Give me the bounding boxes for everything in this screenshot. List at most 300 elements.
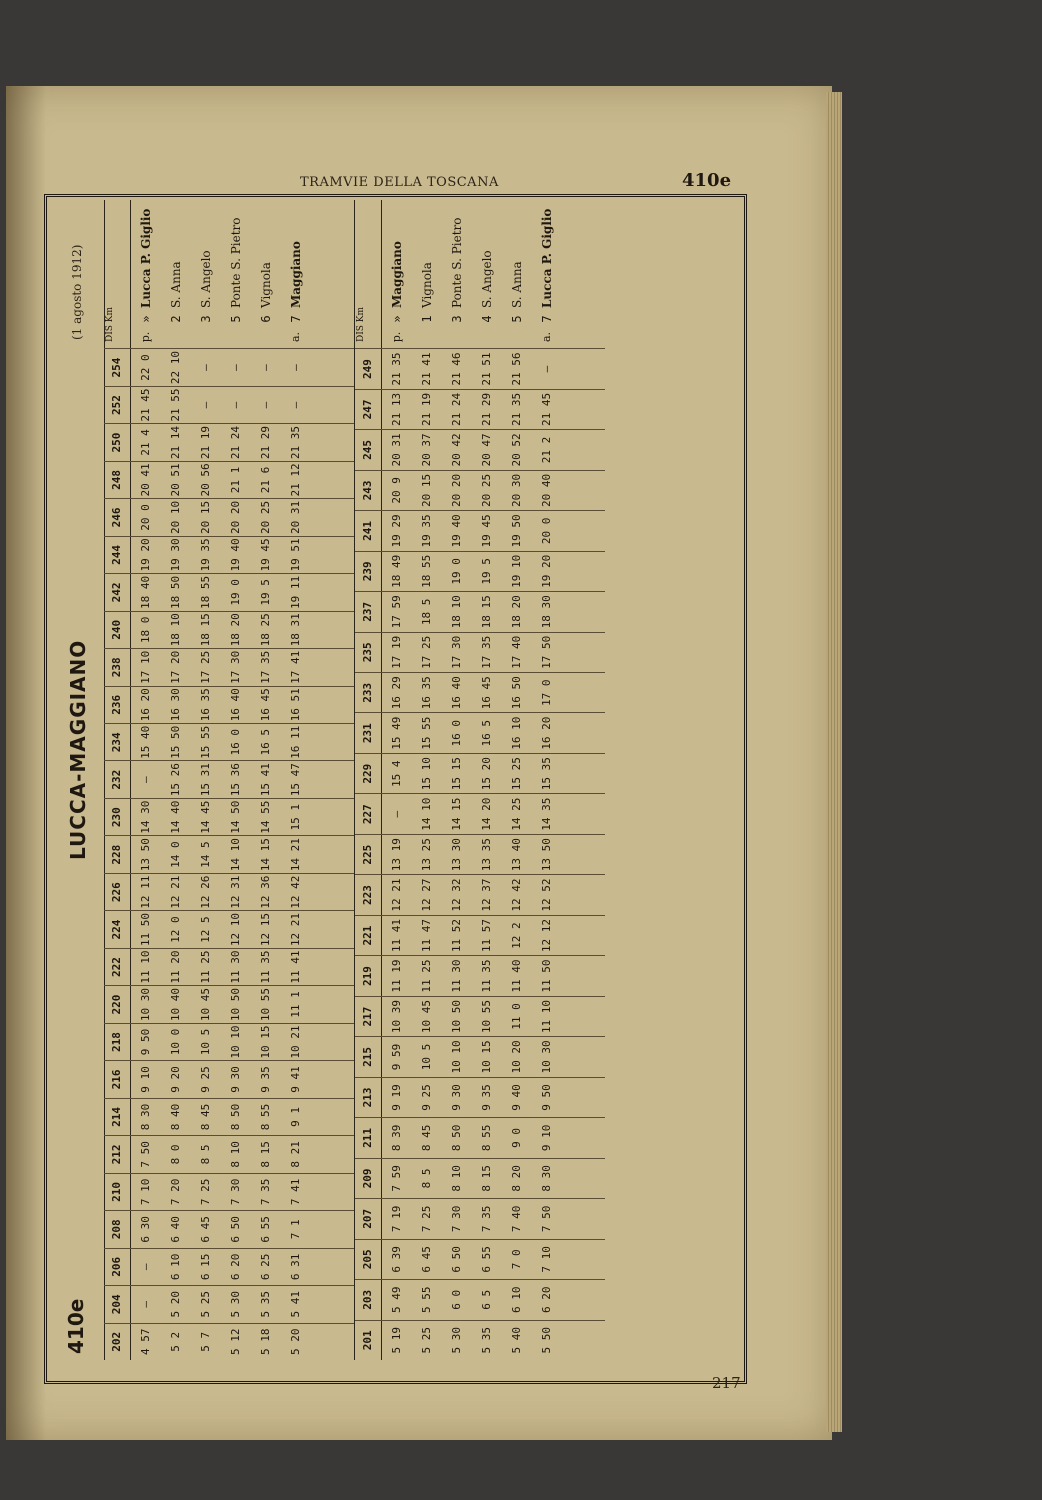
time-cell: 11 30	[229, 950, 242, 984]
time-cell: 5 20	[169, 1291, 182, 1318]
station-row	[191, 200, 221, 348]
time-cell: 8 30	[139, 1103, 152, 1131]
time-cell: 9 0	[510, 1127, 523, 1148]
train-column	[355, 1279, 605, 1319]
time-cell: 14 15	[259, 838, 272, 872]
time-cell: 6 50	[450, 1246, 463, 1273]
time-cell: 18 50	[169, 575, 182, 609]
time-cell: 7 19	[390, 1205, 403, 1233]
time-cell: 7 41	[289, 1178, 302, 1206]
time-cell: 15 15	[450, 757, 463, 791]
time-cell: 8 15	[480, 1165, 493, 1192]
train-number: 241	[355, 511, 382, 550]
time-cell: 7 1	[289, 1219, 302, 1240]
time-cell: 11 57	[480, 919, 493, 953]
train-number: 248	[104, 462, 131, 498]
station-name: S. Angelo	[199, 250, 213, 308]
time-cell: 10 20	[510, 1040, 523, 1074]
station-row	[472, 200, 502, 348]
time-cell: 14 15	[450, 797, 463, 831]
time-cell: 11 1	[289, 991, 302, 1018]
train-number: 233	[355, 673, 382, 712]
time-cell: 6 10	[169, 1253, 182, 1281]
time-cell: 11 0	[510, 1003, 523, 1030]
time-cell: —	[199, 401, 212, 409]
train-number: 250	[104, 424, 131, 460]
station-name: Vignola	[420, 262, 434, 308]
time-cell: 12 42	[289, 875, 302, 909]
time-cell: 10 5	[199, 1028, 212, 1056]
time-cell: 20 0	[540, 517, 553, 545]
time-cell: 17 35	[480, 635, 493, 669]
time-cell: 8 45	[199, 1103, 212, 1131]
time-cell: 11 41	[390, 919, 403, 953]
time-cell: 7 20	[169, 1178, 182, 1206]
time-cell: 12 52	[540, 878, 553, 912]
time-cell: 9 30	[229, 1066, 242, 1093]
train-number: 228	[104, 836, 131, 872]
time-cell: —	[199, 364, 212, 371]
train-column	[104, 1135, 354, 1172]
time-cell: 15 49	[390, 716, 403, 750]
time-cell: 9 35	[259, 1066, 272, 1093]
train-column	[355, 1198, 605, 1238]
time-cell: 19 51	[289, 538, 302, 572]
time-cell: 21 14	[169, 425, 182, 460]
table-code: 410e	[64, 1298, 88, 1354]
time-cell: 18 5	[420, 598, 433, 626]
time-cell: 20 15	[199, 500, 212, 535]
train-number: 232	[104, 762, 131, 798]
train-column	[104, 798, 354, 835]
time-cell: 20 20	[450, 473, 463, 507]
train-column	[355, 915, 605, 955]
time-cell: 6 45	[420, 1246, 433, 1273]
time-cell: 12 21	[289, 913, 302, 947]
time-cell: 5 49	[390, 1286, 403, 1314]
time-cell: 6 55	[480, 1246, 493, 1273]
time-cell: 11 52	[450, 919, 463, 953]
time-cell: 5 50	[540, 1327, 553, 1354]
time-cell: —	[139, 1263, 152, 1271]
station-row	[161, 200, 191, 348]
time-cell: 21 6	[259, 466, 272, 494]
train-column	[355, 996, 605, 1036]
time-cell: 11 50	[139, 913, 152, 947]
page-number: 217	[712, 1374, 741, 1392]
time-cell: 10 45	[420, 999, 433, 1034]
time-cell: 16 10	[510, 716, 523, 750]
time-cell: 15 10	[420, 757, 433, 791]
time-cell: 18 49	[390, 554, 403, 588]
train-column	[355, 955, 605, 995]
time-cell: —	[139, 1300, 152, 1308]
time-cell: 6 31	[289, 1253, 302, 1281]
time-cell: 18 55	[199, 575, 212, 609]
train-column	[104, 723, 354, 760]
train-column	[355, 429, 605, 469]
time-cell: 18 55	[420, 554, 433, 588]
station-name: Lucca P. Giglio	[139, 208, 153, 308]
time-cell: 11 30	[450, 959, 463, 993]
time-cell: 11 20	[169, 950, 182, 984]
time-cell: 19 5	[480, 558, 493, 585]
return-columns	[355, 348, 605, 1360]
train-column	[104, 611, 354, 648]
time-cell: 15 40	[139, 725, 152, 759]
train-number: 237	[355, 592, 382, 631]
time-cell: 5 19	[390, 1327, 403, 1354]
train-number: 243	[355, 471, 382, 510]
train-column	[104, 461, 354, 498]
time-cell: 7 35	[259, 1178, 272, 1206]
station-row	[221, 200, 251, 348]
time-cell: 14 20	[480, 797, 493, 831]
train-column	[104, 498, 354, 535]
time-cell: 9 41	[289, 1066, 302, 1093]
time-cell: 9 10	[540, 1124, 553, 1152]
train-column	[104, 573, 354, 610]
outbound-stations	[104, 200, 354, 348]
time-cell: 5 55	[420, 1286, 433, 1314]
time-cell: 18 30	[540, 595, 553, 629]
station-mark	[161, 326, 191, 348]
train-column	[104, 1023, 354, 1060]
time-cell: 9 25	[420, 1084, 433, 1111]
time-cell: 18 0	[139, 616, 152, 644]
station-name: S. Anna	[510, 261, 524, 308]
time-cell: 12 37	[480, 878, 493, 912]
time-cell: 20 20	[229, 500, 242, 535]
train-column	[104, 1210, 354, 1247]
train-number: 252	[104, 387, 131, 423]
time-cell: 5 35	[480, 1327, 493, 1354]
time-cell: 6 20	[229, 1253, 242, 1281]
time-cell: 8 30	[540, 1165, 553, 1192]
time-cell: 8 55	[480, 1124, 493, 1152]
time-cell: 6 10	[510, 1286, 523, 1314]
table-title-bar	[58, 200, 105, 1360]
time-cell: 19 5	[259, 579, 272, 606]
time-cell: 5 30	[450, 1327, 463, 1354]
time-cell: 5 25	[420, 1327, 433, 1354]
station-km: »	[139, 315, 153, 323]
train-number: 223	[355, 875, 382, 914]
time-cell: 19 29	[390, 514, 403, 548]
time-cell: 16 40	[450, 676, 463, 710]
station-mark	[251, 326, 281, 348]
time-cell: 8 5	[199, 1144, 212, 1165]
time-cell: 16 50	[510, 676, 523, 710]
train-column	[104, 1248, 354, 1285]
time-cell: 20 52	[510, 433, 523, 467]
train-number: 244	[104, 537, 131, 573]
time-cell: 5 35	[259, 1291, 272, 1318]
time-cell: 8 20	[510, 1165, 523, 1192]
train-number: 227	[355, 794, 382, 833]
station-name: Lucca P. Giglio	[540, 208, 554, 308]
time-cell: 16 30	[169, 688, 182, 722]
time-cell: 20 51	[169, 463, 182, 497]
time-cell: 21 19	[420, 392, 433, 427]
time-cell: 10 40	[169, 987, 182, 1022]
train-number: 218	[104, 1024, 131, 1060]
binding-gutter	[6, 86, 46, 1440]
time-cell: 10 5	[420, 1043, 433, 1071]
time-cell: 15 31	[199, 763, 212, 797]
station-name: Maggiano	[289, 241, 303, 308]
train-number: 208	[104, 1211, 131, 1247]
time-cell: 16 0	[229, 729, 242, 756]
time-cell: 20 42	[450, 433, 463, 467]
time-cell: 19 11	[289, 575, 302, 609]
train-number: 242	[104, 574, 131, 610]
time-cell: 21 24	[450, 392, 463, 427]
time-cell: 14 10	[420, 797, 433, 831]
time-cell: 6 39	[390, 1246, 403, 1273]
train-number: 224	[104, 911, 131, 947]
train-column	[355, 1320, 605, 1360]
time-cell: 21 55	[169, 388, 182, 422]
station-mark	[502, 326, 532, 348]
time-cell: 7 50	[540, 1205, 553, 1233]
time-cell: 5 20	[289, 1328, 302, 1356]
time-cell: 14 55	[259, 800, 272, 834]
time-cell: 14 21	[289, 838, 302, 872]
station-mark	[412, 326, 442, 348]
train-number: 211	[355, 1118, 382, 1157]
train-column	[355, 834, 605, 874]
return-stations	[355, 200, 605, 348]
time-cell: 11 35	[259, 950, 272, 984]
station-km: 1	[420, 315, 434, 323]
train-column	[104, 873, 354, 910]
time-cell: 15 36	[229, 763, 242, 797]
time-cell: 17 19	[390, 635, 403, 669]
time-cell: 18 31	[289, 613, 302, 647]
time-cell: 15 26	[169, 763, 182, 797]
time-cell: 14 5	[199, 841, 212, 868]
train-column	[104, 985, 354, 1022]
running-header: TRAMVIE DELLA TOSCANA	[300, 175, 499, 190]
time-cell: 15 47	[289, 763, 302, 797]
train-column	[104, 948, 354, 985]
time-cell: 20 9	[390, 477, 403, 504]
station-km: »	[390, 315, 404, 323]
time-cell: 19 20	[139, 538, 152, 572]
time-cell: 11 10	[139, 950, 152, 984]
time-cell: 19 40	[450, 514, 463, 548]
time-cell: 20 47	[480, 433, 493, 467]
train-number: 216	[104, 1061, 131, 1097]
time-cell: 18 10	[169, 613, 182, 647]
time-cell: 9 35	[480, 1084, 493, 1111]
time-cell: —	[289, 401, 302, 409]
train-number: 220	[104, 986, 131, 1022]
time-cell: 18 25	[259, 613, 272, 647]
time-cell: 7 40	[510, 1205, 523, 1233]
time-cell: 10 0	[169, 1028, 182, 1056]
time-cell: 16 11	[289, 725, 302, 759]
station-km: 4	[480, 315, 494, 323]
time-cell: 20 56	[199, 463, 212, 497]
station-row	[281, 200, 311, 348]
time-cell: 21 46	[450, 352, 463, 386]
time-cell: 20 0	[139, 504, 152, 531]
time-cell: 6 50	[229, 1216, 242, 1243]
time-cell: 10 15	[480, 1040, 493, 1074]
station-name: Maggiano	[390, 241, 404, 308]
time-cell: 12 42	[510, 878, 523, 912]
time-cell: —	[540, 365, 553, 373]
time-cell: —	[139, 776, 152, 784]
time-cell: 15 20	[480, 757, 493, 791]
time-cell: 10 50	[450, 999, 463, 1034]
time-cell: 8 39	[390, 1124, 403, 1152]
train-number: 234	[104, 724, 131, 760]
time-cell: 14 30	[139, 800, 152, 834]
outbound-grid	[104, 200, 354, 1360]
time-cell: 6 30	[139, 1216, 152, 1243]
time-cell: 5 25	[199, 1291, 212, 1318]
station-row	[131, 200, 161, 348]
station-mark	[472, 326, 502, 348]
time-cell: 9 50	[540, 1084, 553, 1111]
train-column	[355, 591, 605, 631]
time-cell: 17 25	[420, 635, 433, 669]
time-cell: 9 50	[139, 1028, 152, 1056]
train-number: 254	[104, 349, 131, 385]
time-cell: 21 1	[229, 466, 242, 494]
time-cell: 12 32	[450, 878, 463, 912]
station-km: 6	[259, 315, 273, 323]
station-mark	[191, 326, 221, 348]
train-column	[104, 1098, 354, 1135]
time-cell: 21 29	[480, 392, 493, 427]
time-cell: —	[289, 364, 302, 371]
time-cell: 13 25	[420, 838, 433, 872]
train-number: 219	[355, 956, 382, 995]
time-cell: 5 18	[259, 1328, 272, 1356]
outbound-columns	[104, 348, 354, 1360]
station-mark: p.	[139, 331, 152, 343]
time-cell: 19 0	[450, 558, 463, 585]
train-column	[355, 1077, 605, 1117]
train-column	[355, 672, 605, 712]
train-number: 212	[104, 1136, 131, 1172]
station-name: Ponte S. Pietro	[229, 217, 243, 308]
time-cell: 20 25	[259, 500, 272, 535]
time-cell: 7 35	[480, 1205, 493, 1233]
time-cell: 15 55	[199, 725, 212, 759]
time-cell: 17 20	[169, 650, 182, 684]
time-cell: 15 41	[259, 763, 272, 797]
train-column	[104, 761, 354, 798]
time-cell: 20 37	[420, 433, 433, 467]
time-cell: 15 55	[420, 716, 433, 750]
train-column	[104, 386, 354, 423]
time-cell: 18 20	[510, 595, 523, 629]
time-cell: 21 51	[480, 352, 493, 386]
time-cell: 10 10	[450, 1040, 463, 1074]
time-cell: 19 0	[229, 579, 242, 606]
time-cell: 14 10	[229, 838, 242, 872]
time-cell: 17 59	[390, 595, 403, 629]
train-column	[104, 536, 354, 573]
time-cell: 9 20	[169, 1066, 182, 1093]
station-mark: a.	[540, 331, 553, 343]
time-cell: 18 15	[199, 613, 212, 647]
time-cell: 19 30	[169, 538, 182, 572]
time-cell: 21 35	[510, 392, 523, 427]
time-cell: 16 29	[390, 676, 403, 710]
train-column	[355, 1239, 605, 1279]
time-cell: 4 57	[139, 1328, 152, 1356]
time-cell: 14 40	[169, 800, 182, 834]
time-cell: 14 35	[540, 797, 553, 831]
time-cell: 15 1	[289, 803, 302, 831]
time-cell: 20 31	[390, 433, 403, 467]
time-cell: 17 40	[510, 635, 523, 669]
time-cell: 8 10	[450, 1165, 463, 1192]
time-cell: 11 47	[420, 919, 433, 953]
time-cell: 6 15	[199, 1253, 212, 1281]
time-cell: 7 10	[139, 1178, 152, 1206]
train-number: 226	[104, 874, 131, 910]
time-cell: 14 25	[510, 797, 523, 831]
time-cell: 16 35	[199, 688, 212, 722]
train-number: 230	[104, 799, 131, 835]
time-cell: 11 10	[540, 999, 553, 1034]
time-cell: 12 26	[199, 875, 212, 909]
return-grid	[354, 200, 605, 1360]
time-cell: 7 25	[420, 1205, 433, 1233]
time-cell: 9 30	[450, 1084, 463, 1111]
station-mark: p.	[390, 331, 403, 343]
train-column	[104, 1285, 354, 1322]
time-cell: 13 19	[390, 838, 403, 872]
train-number: 235	[355, 633, 382, 672]
rotated-timetable	[58, 200, 738, 1360]
train-number: 203	[355, 1280, 382, 1319]
time-cell: 16 40	[229, 688, 242, 722]
time-cell: 21 35	[289, 425, 302, 460]
station-name: S. Angelo	[480, 250, 494, 308]
effective-date: (1 agosto 1912)	[70, 244, 84, 340]
time-cell: 17 30	[450, 635, 463, 669]
train-number: 225	[355, 835, 382, 874]
time-cell: 19 10	[510, 554, 523, 588]
train-column	[355, 1158, 605, 1198]
time-cell: 12 12	[540, 919, 553, 953]
time-cell: 16 45	[259, 688, 272, 722]
time-cell: 15 50	[169, 725, 182, 759]
train-column	[355, 470, 605, 510]
train-number: 201	[355, 1321, 382, 1360]
time-cell: 16 45	[480, 676, 493, 710]
time-cell: 19 35	[199, 538, 212, 572]
time-cell: 20 30	[510, 473, 523, 507]
time-cell: 5 12	[229, 1328, 242, 1356]
train-number: 249	[355, 349, 382, 388]
time-cell: 10 30	[139, 987, 152, 1022]
time-cell: 16 51	[289, 688, 302, 722]
time-cell: 21 4	[139, 429, 152, 456]
time-cell: 12 10	[229, 913, 242, 947]
time-cell: 10 55	[480, 999, 493, 1034]
time-cell: 8 40	[169, 1103, 182, 1131]
time-cell: 19 35	[420, 514, 433, 548]
